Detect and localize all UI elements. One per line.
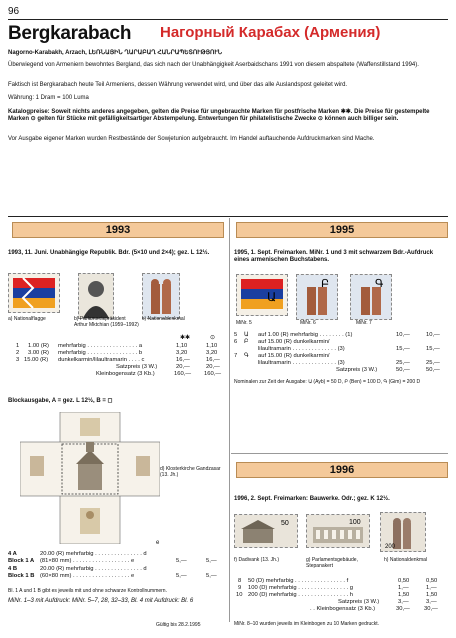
stamp-national-monument-1996 xyxy=(380,512,426,552)
validity-note: Gültig bis 28.2.1995 xyxy=(156,622,201,628)
issue-title-1993: 1993, 11. Juni. Unabhängige Republik. Bdr. (5×10 und 2×4); gez. L 12½. xyxy=(8,250,210,256)
currency-note: Währung: 1 Dram = 100 Luma xyxy=(8,95,89,101)
used-header: ⊙ xyxy=(210,335,216,341)
block-letter-e: e xyxy=(156,540,160,546)
svg-text:200: 200 xyxy=(385,544,396,550)
year-bar-1993: 1993 xyxy=(12,222,224,238)
caption-b: b) Parlamentspräsident Arthur Mktchian (1959–1992) xyxy=(74,316,139,328)
caption-a: a) Nationalflagge xyxy=(8,316,46,322)
caption-minr-5: MiNr. 5 xyxy=(236,320,252,326)
section-rule xyxy=(8,216,448,217)
issue-title-1995: 1995, 1. Sept. Freimarken. MiNr. 1 und 3 mit schwarzem Bdr.-Aufdruck eines armenischen Buchstabens. xyxy=(234,250,434,264)
block-issue-title: Blockausgabe, A = gez. L 12½, B = ◻ xyxy=(8,398,113,404)
page-number: 96 xyxy=(8,6,20,17)
caption-h: h) Nationaldenkmal xyxy=(384,557,428,563)
svg-text:Գ: Գ xyxy=(375,278,384,290)
subtitle: Nagorno-Karabakh, Arzach, ԼԵՌՆԱՅԻՆ ՂԱՐԱԲԱՂ ՀԱՆՐԱՊԵՏՈՒԹՅՈՒՆ xyxy=(8,50,222,56)
intro-paragraph-2: Faktisch ist Bergkarabach heute Teil Armeniens, dessen Währung verwendet wird, und über das alle Auslandspost geleitet wird. xyxy=(8,82,348,88)
stamp-national-monument xyxy=(142,273,180,319)
year-bar-1996: 1996 xyxy=(236,462,448,478)
stamp-parliament-president xyxy=(78,273,114,319)
mint-header: ✱✱ xyxy=(180,335,191,341)
section-divider-1996 xyxy=(231,453,448,454)
souvenir-sheet-image xyxy=(20,412,160,544)
block-note: Bl. 1 A und 1 B gibt es jeweils mit und ohne schwarze Kontrollnummern. xyxy=(8,588,167,594)
column-divider xyxy=(229,218,230,622)
svg-text:Ա: Ա xyxy=(267,290,277,304)
svg-text:50: 50 xyxy=(281,520,289,527)
caption-c: c) Nationaldenkmal xyxy=(142,316,185,322)
stamp-dadivank xyxy=(234,514,298,548)
stamp-parliament-building xyxy=(306,514,370,548)
stamp-minr-5 xyxy=(236,274,288,316)
intro-paragraph-5: Vor Ausgabe eigener Marken wurden Restbestände der Sowjetunion aufgebraucht. Im Handel auftauchende Aufdruckmarken sind Mache. xyxy=(8,136,375,142)
caption-g: g) Parlamentsgebäude, Stepanakert xyxy=(306,557,358,569)
sheet-note-1996: MiNr. 8–10 wurden jeweils im Kleinbogen zu 10 Marken gedruckt. xyxy=(234,621,380,627)
svg-text:Բ: Բ xyxy=(321,278,330,290)
intro-paragraph-1: Überwiegend von Armeniern bewohntes Bergland, das sich nach der Unabhängigkeit Aserbaidschans 1991 von diesem abspaltete (Waffenstillstand 1994). xyxy=(8,62,419,68)
stamp-minr-6 xyxy=(296,274,338,320)
caption-f: f) Dadivank (13. Jh.) xyxy=(234,557,280,563)
issue-title-1996: 1996, 2. Sept. Freimarken: Bauwerke. Odr.; gez. K 12½. xyxy=(234,496,390,502)
overprint-note: MiNr. 1–3 mit Aufdruck: MiNr. 5–7, 28, 32–33, Bl. 4 mit Aufdruck: Bl. 6 xyxy=(8,598,194,604)
catalog-price-note: Katalogpreise: Soweit nichts anderes angegeben, gelten die Preise für ungebrauchte Marken für postfrische Marken ✱✱. Die Preise für gestempelte Marken ⊙ gelten für Stücke mit gefälligkeitsartiger Abstempelung. Entwertungen für philatelistische Zwecke ⊙ können auch billiger sein. xyxy=(8,109,430,123)
stamp-national-flag xyxy=(8,273,60,313)
year-bar-1995: 1995 xyxy=(236,222,448,238)
nominal-note: Nominalen zur Zeit der Ausgabe: Ա (Ayb) = 50 D, Բ (Ben) = 100 D, Գ (Gim) = 200 D xyxy=(234,379,421,385)
page-title: Bergkarabach xyxy=(8,23,132,44)
caption-minr-6: MiNr. 6 xyxy=(300,320,316,326)
caption-d: d) Klosterkirche Gandzasar (13. Jh.) xyxy=(160,466,221,478)
page-title-russian: Нагорный Карабах (Армения) xyxy=(160,24,381,41)
stamp-minr-7 xyxy=(350,274,392,320)
header-rule xyxy=(8,19,448,20)
svg-text:100: 100 xyxy=(349,519,361,526)
caption-minr-7: MiNr. 7 xyxy=(356,320,372,326)
